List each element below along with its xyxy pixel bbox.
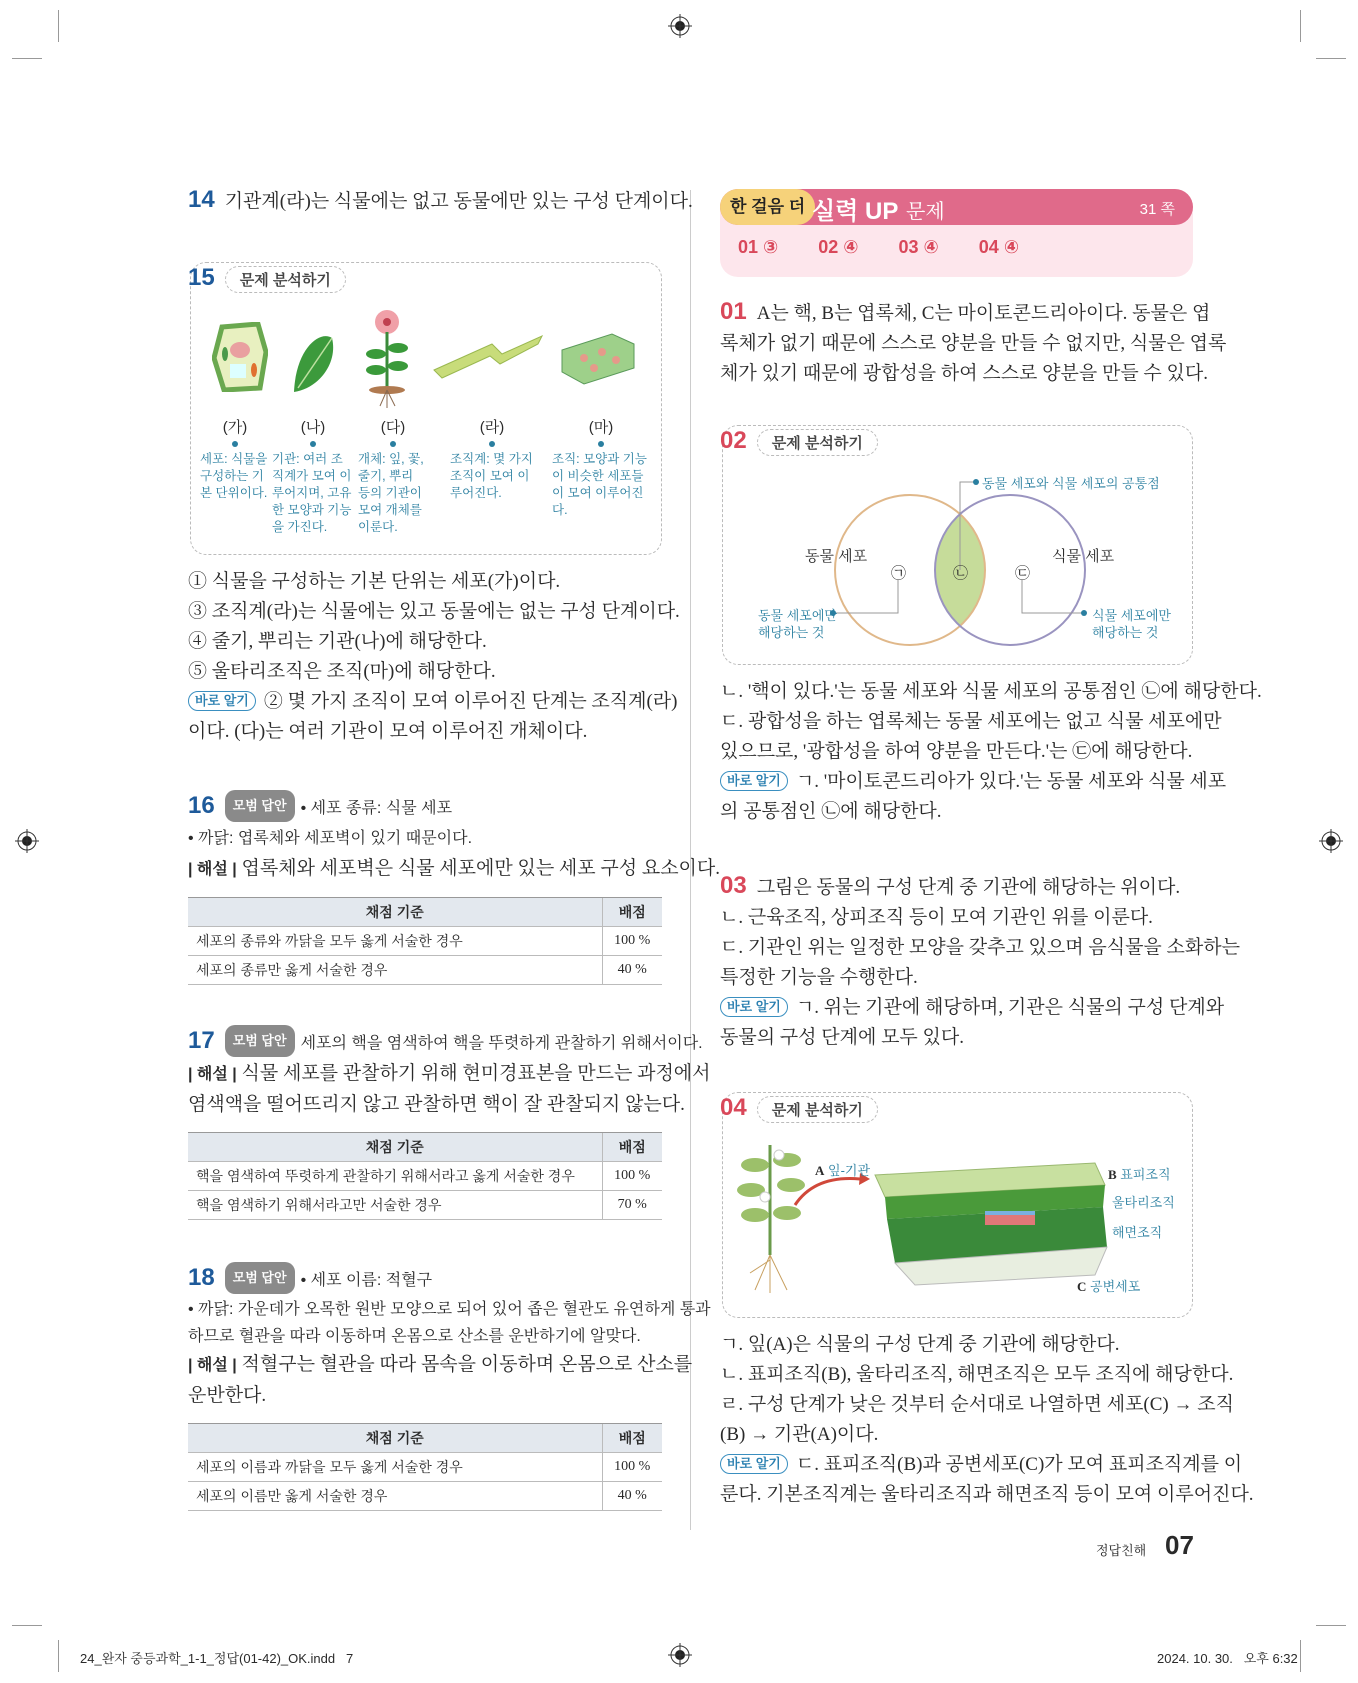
question-number: 02: [720, 427, 747, 454]
crop-mark: [1316, 58, 1346, 59]
table-row: [188, 1453, 662, 1482]
explanation-line: 그림은 동물의 구성 단계 중 기관에 해당하는 위이다.: [756, 877, 1181, 898]
figure-da: [358, 416, 428, 536]
answer-reason: • 까닭: 가운데가 오목한 원반 모양으로 되어 있어 좁은 혈관도 유연하게 통과: [188, 1301, 711, 1318]
crop-mark: [1300, 1640, 1301, 1672]
figure-label: (마): [588, 419, 614, 436]
page-footer-section: 정답친해: [1096, 1543, 1147, 1558]
answer-key-item: 01 ③: [738, 237, 779, 257]
explanation-line: ㄷ. 표피조직(B)과 공변세포(C)가 모여 표피조직계를 이: [795, 1454, 1243, 1475]
figure-label: (가): [222, 419, 248, 436]
explanation-line: ㄹ. 구성 단계가 낮은 것부터 순서대로 나열하면 세포(C) → 조직: [720, 1394, 1234, 1415]
table-header: 배점: [602, 898, 662, 927]
explanation-text: 염색액을 떨어뜨리지 않고 관찰하면 핵이 잘 관찰되지 않는다.: [188, 1094, 685, 1115]
baro-algi-badge: 바로 알기: [720, 997, 788, 1017]
table-header: 채점 기준: [188, 898, 602, 927]
table-cell: 핵을 염색하여 뚜렷하게 관찰하기 위해서라고 옳게 서술한 경우: [188, 1162, 602, 1191]
explanation-label: | 해설 |: [188, 1066, 237, 1083]
question-15-explanation: [188, 567, 680, 747]
table-cell: 세포의 이름만 옳게 서술한 경우: [188, 1482, 602, 1511]
table-row: [188, 1191, 662, 1220]
figure-label: (라): [479, 419, 505, 436]
crop-mark: [12, 1625, 42, 1626]
label-text: 잎-기관: [828, 1163, 871, 1178]
registration-mark-icon: [1319, 829, 1343, 853]
explanation-line: 이다. (다)는 여러 기관이 모여 이루어진 개체이다.: [188, 721, 588, 742]
label-letter: B: [1108, 1167, 1117, 1182]
explanation-line: ㄷ. 기관인 위는 일정한 모양을 갖추고 있으며 음식물을 소화하는: [720, 937, 1240, 958]
question-02-explanation: [720, 677, 1262, 827]
label-text: 공변세포: [1090, 1279, 1141, 1294]
venn-animal-only-label: [758, 607, 837, 641]
venn-mark: ㉢: [1015, 565, 1031, 582]
explanation-line: ㄱ. '마이토콘드리아가 있다.'는 동물 세포와 식물 세포: [795, 771, 1227, 792]
explanation-line: ④ 줄기, 뿌리는 기관(나)에 해당한다.: [188, 631, 487, 652]
table-cell: 세포의 종류와 까닭을 모두 옳게 서술한 경우: [188, 927, 602, 956]
figure-caption: 개체: 잎, 꽃, 줄기, 뿌리 등의 기관이 모여 개체를 이룬다.: [358, 452, 424, 534]
scoring-table: [188, 1423, 662, 1511]
label-spongy: 해면조직: [1112, 1225, 1163, 1240]
explanation-text: 식물 세포를 관찰하기 위해 현미경표본을 만드는 과정에서: [241, 1063, 711, 1084]
analysis-tag: 문제 분석하기: [757, 429, 878, 456]
table-header: 채점 기준: [188, 1133, 602, 1162]
page-number: 07: [1165, 1530, 1194, 1560]
explanation-line: ㄴ. 근육조직, 상피조직 등이 모여 기관인 위를 이룬다.: [720, 907, 1153, 928]
header-title: 실력 UP: [812, 198, 899, 225]
plant-cell-icon: [212, 322, 268, 392]
table-cell: 100 %: [602, 1162, 662, 1191]
registration-mark-icon: [15, 829, 39, 853]
explanation-line: ㄷ. 광합성을 하는 엽록체는 동물 세포에는 없고 식물 세포에만: [720, 711, 1222, 732]
analysis-tag: 문제 분석하기: [757, 1096, 878, 1123]
crop-mark: [1316, 1625, 1346, 1626]
question-14: [188, 185, 693, 217]
venn-mark: ㉡: [953, 565, 969, 582]
label-text: 표피조직: [1120, 1167, 1171, 1182]
question-15-header: [188, 264, 346, 293]
registration-mark-icon: [668, 14, 692, 38]
table-row: [188, 927, 662, 956]
header-bar: [720, 189, 1193, 225]
answer-reason: 하므로 혈관을 따라 이동하며 온몸으로 산소를 운반하기에 알맞다.: [188, 1328, 641, 1345]
question-04-header: [720, 1094, 878, 1123]
figure-caption: 기관: 여러 조직계가 모여 이루어지며, 고유한 모양과 기능을 가진다.: [272, 452, 352, 534]
model-answer-badge: 모범 답안: [225, 790, 295, 822]
question-number: 16: [188, 792, 215, 819]
table-row: [188, 956, 662, 985]
venn-mark: ㉠: [891, 565, 907, 582]
explanation-line: 록체가 없기 때문에 스스로 양분을 만들 수 없지만, 식물은 엽록: [720, 333, 1227, 354]
question-number: 01: [720, 298, 747, 325]
leaf-plant-illustration: [735, 1135, 1135, 1295]
table-cell: 100 %: [602, 1453, 662, 1482]
table-row: [188, 1482, 662, 1511]
model-answer-badge: 모범 답안: [225, 1025, 295, 1057]
question-01: [720, 297, 1226, 389]
explanation-line: ③ 조직계(라)는 식물에는 있고 동물에는 없는 구성 단계이다.: [188, 601, 680, 622]
figure-ga: [200, 416, 270, 502]
label-line: 동물 세포에만: [758, 608, 837, 623]
table-cell: 40 %: [602, 1482, 662, 1511]
print-date: 2024. 10. 30. 오후 6:32: [1157, 1651, 1298, 1666]
table-cell: 핵을 염색하기 위해서라고만 서술한 경우: [188, 1191, 602, 1220]
flower-plant-icon: [362, 308, 412, 408]
explanation-line: 동물의 구성 단계에 모두 있다.: [720, 1027, 964, 1048]
venn-plant-label: 식물 세포: [1052, 548, 1115, 565]
figure-caption: 조직계: 몇 가지 조직이 모여 이루어진다.: [450, 452, 533, 500]
figure-ra: [450, 416, 534, 502]
model-answer-badge: 모범 답안: [225, 1262, 295, 1294]
figure-caption: 조직: 모양과 기능이 비슷한 세포들이 모여 이루어진다.: [552, 452, 647, 517]
label-line: 식물 세포에만: [1092, 608, 1171, 623]
label-letter: A: [815, 1163, 825, 1178]
venn-plant-only-label: [1092, 607, 1171, 641]
question-number: 15: [188, 264, 215, 291]
answer-text: • 세포 종류: 식물 세포: [300, 800, 453, 817]
crop-mark: [58, 10, 59, 42]
analysis-tag: 문제 분석하기: [225, 266, 346, 293]
tissue-icon: [558, 330, 636, 386]
skill-up-header: [720, 189, 1193, 277]
explanation-line: 있으므로, '광합성을 하여 양분을 만든다.'는 ㉢에 해당한다.: [720, 741, 1193, 762]
baro-algi-badge: 바로 알기: [720, 771, 788, 791]
crop-mark: [58, 1640, 59, 1672]
label-letter: C: [1077, 1279, 1087, 1294]
explanation-text: 엽록체와 세포벽은 식물 세포에만 있는 세포 구성 요소이다.: [241, 858, 721, 879]
venn-common-label: 동물 세포와 식물 세포의 공통점: [982, 476, 1160, 491]
figure-na: [272, 416, 354, 536]
reference-page: 31 쪽: [1139, 201, 1175, 218]
question-number: 04: [720, 1094, 747, 1121]
file-info: 24_완자 중등과학_1-1_정답(01-42)_OK.indd 7: [80, 1651, 354, 1666]
question-04-explanation: [720, 1330, 1254, 1510]
explanation-line: 의 공통점인 ㉡에 해당한다.: [720, 801, 942, 822]
answer-text: 세포의 핵을 염색하여 핵을 뚜렷하게 관찰하기 위해서이다.: [300, 1035, 703, 1052]
answer-key-item: 02 ④: [818, 237, 859, 257]
answer-key-item: 03 ④: [898, 237, 939, 257]
label-b: [1108, 1164, 1171, 1183]
registration-mark-icon: [668, 1643, 692, 1667]
explanation-line: 특정한 기능을 수행한다.: [720, 967, 918, 988]
table-header: 배점: [602, 1424, 662, 1453]
label-line: 해당하는 것: [758, 625, 825, 640]
table-cell: 40 %: [602, 956, 662, 985]
question-17: [188, 1025, 711, 1220]
baro-algi-badge: 바로 알기: [720, 1454, 788, 1474]
question-number: 18: [188, 1264, 215, 1291]
question-16: [188, 790, 720, 985]
label-palisade: 울타리조직: [1112, 1195, 1175, 1210]
explanation-line: (B) → 기관(A)이다.: [720, 1424, 879, 1445]
question-number: 17: [188, 1027, 215, 1054]
leaf-icon: [290, 322, 344, 396]
explanation-line: A는 핵, B는 엽록체, C는 마이토콘드리아이다. 동물은 엽: [756, 303, 1211, 324]
table-cell: 70 %: [602, 1191, 662, 1220]
header-subtitle: 문제: [906, 201, 945, 223]
answer-reason: • 까닭: 엽록체와 세포벽이 있기 때문이다.: [188, 830, 473, 847]
answer-text: • 세포 이름: 적혈구: [300, 1272, 433, 1289]
crop-mark: [12, 58, 42, 59]
explanation-text: 적혈구는 혈관을 따라 몸속을 이동하며 온몸으로 산소를: [241, 1354, 693, 1375]
question-03: [720, 871, 1240, 1053]
explanation-line: ⑤ 울타리조직은 조직(마)에 해당한다.: [188, 661, 496, 682]
explanation-line: ① 식물을 구성하는 기본 단위는 세포(가)이다.: [188, 571, 561, 592]
question-number: 14: [188, 186, 215, 213]
explanation-line: ㄴ. 표피조직(B), 울타리조직, 해면조직은 모두 조직에 해당한다.: [720, 1364, 1234, 1385]
explanation-line: ㄱ. 위는 기관에 해당하며, 기관은 식물의 구성 단계와: [795, 997, 1225, 1018]
question-number: 03: [720, 872, 747, 899]
table-header: 배점: [602, 1133, 662, 1162]
scoring-table: [188, 897, 662, 985]
answer-key: [720, 225, 1193, 270]
explanation-line: 체가 있기 때문에 광합성을 하여 스스로 양분을 만들 수 있다.: [720, 363, 1208, 384]
table-row: [188, 1162, 662, 1191]
table-cell: 100 %: [602, 927, 662, 956]
explanation-line: ② 몇 가지 조직이 모여 이루어진 단계는 조직계(라): [263, 691, 678, 712]
explanation-label: | 해설 |: [188, 1357, 237, 1374]
answer-key-item: 04 ④: [978, 237, 1020, 257]
step-pill: 한 걸음 더: [720, 189, 815, 225]
explanation-label: | 해설 |: [188, 861, 237, 878]
label-c: [1077, 1276, 1140, 1295]
explanation-text: 운반한다.: [188, 1385, 267, 1406]
label-line: 해당하는 것: [1092, 625, 1159, 640]
label-a: [815, 1160, 870, 1179]
answer-text: 기관계(라)는 식물에는 없고 동물에만 있는 구성 단계이다.: [224, 191, 693, 212]
table-cell: 세포의 종류만 옳게 서술한 경우: [188, 956, 602, 985]
venn-animal-label: 동물 세포: [805, 548, 868, 565]
table-cell: 세포의 이름과 까닭을 모두 옳게 서술한 경우: [188, 1453, 602, 1482]
figure-caption: 세포: 식물을 구성하는 기본 단위이다.: [200, 452, 268, 500]
tissue-system-icon: [432, 330, 544, 380]
figure-label: (나): [300, 419, 326, 436]
figure-label: (다): [380, 419, 406, 436]
explanation-line: 룬다. 기본조직계는 울타리조직과 해면조직 등이 모여 이루어진다.: [720, 1484, 1254, 1505]
crop-mark: [1300, 10, 1301, 42]
baro-algi-badge: 바로 알기: [188, 691, 256, 711]
explanation-line: ㄱ. 잎(A)은 식물의 구성 단계 중 기관에 해당한다.: [720, 1334, 1120, 1355]
explanation-line: ㄴ. '핵이 있다.'는 동물 세포와 식물 세포의 공통점인 ㉡에 해당한다.: [720, 681, 1262, 702]
figure-ma: [552, 416, 650, 519]
scoring-table: [188, 1132, 662, 1220]
table-header: 채점 기준: [188, 1424, 602, 1453]
question-18: [188, 1262, 711, 1511]
